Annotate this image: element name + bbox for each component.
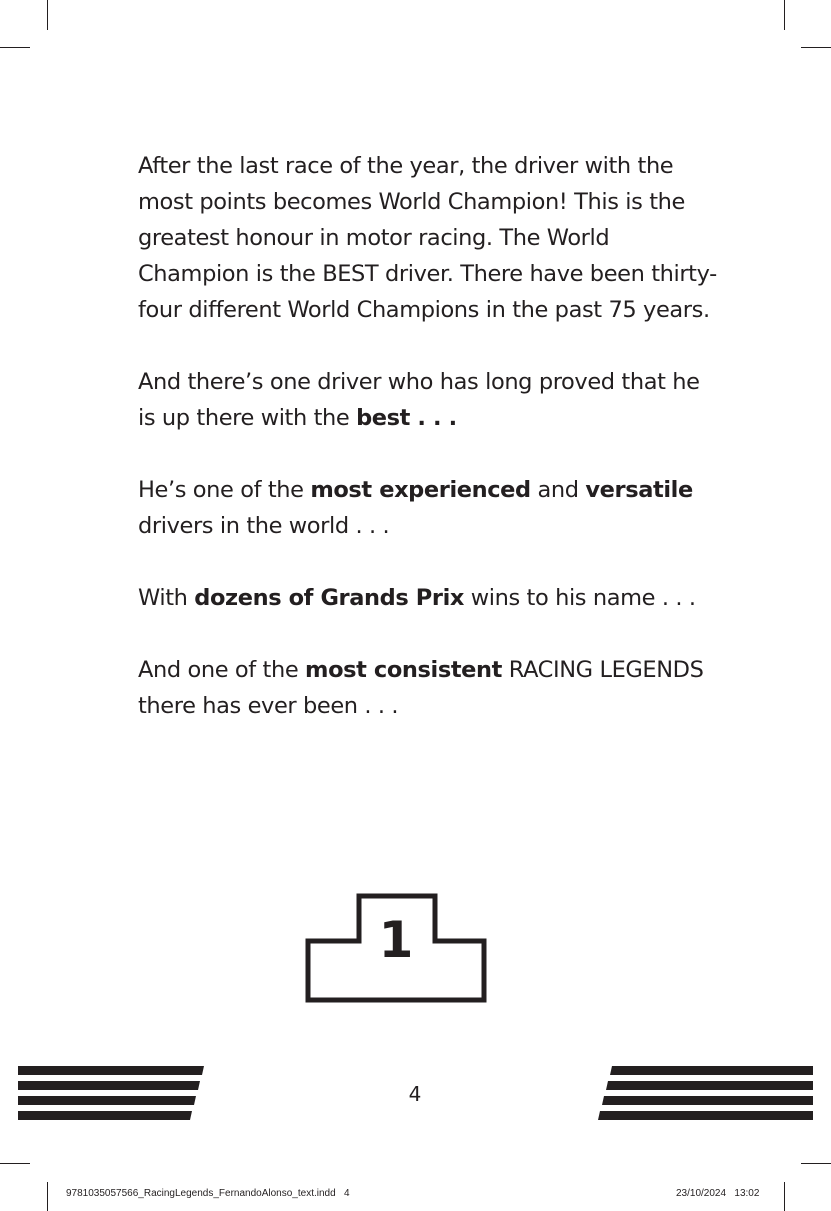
crop-mark-top-right-vertical [784,0,785,30]
paragraph-3-text-start: He’s one of the [138,477,311,503]
paragraph-2-emphasis: best . . . [356,405,457,431]
paragraph-1-text: After the last race of the year, the driver with the most points becomes World Champion! This is the greatest honour in motor racing. The World Champion is the BEST driver. There have been thirty-four different World Champions in the past 75 years. [138,153,717,323]
page-number: 4 [408,1082,422,1106]
speed-stripes-right-icon [597,1064,817,1124]
paragraph-4-text-end: wins to his name . . . [464,585,696,611]
crop-mark-bottom-left-vertical [47,1182,48,1211]
body-text [138,148,718,760]
paragraph-3-emphasis-1: most experienced [310,477,531,503]
paragraph-5-text-end: RACING LEGENDS there has ever been . . . [138,657,704,719]
crop-mark-bottom-left-horizontal [0,1163,30,1164]
crop-mark-bottom-right-horizontal [801,1163,831,1164]
paragraph-4-emphasis: dozens of Grands Prix [194,585,465,611]
crop-mark-top-left-vertical [47,0,48,30]
crop-mark-top-left-horizontal [0,47,30,48]
paragraph-experienced [138,472,718,544]
crop-mark-bottom-right-vertical [784,1182,785,1211]
paragraph-grands-prix [138,580,718,616]
crop-mark-top-right-horizontal [801,47,831,48]
paragraph-3-text-end: drivers in the world . . . [138,513,390,539]
slug-date-time: 23/10/2024 13:02 [676,1188,760,1199]
paragraph-5-text-start: And one of the [138,657,306,683]
paragraph-world-champion [138,148,718,328]
paragraph-4-text-start: With [138,585,195,611]
slug-file-name: 9781035057566_RacingLegends_FernandoAlonso_text.indd 4 [66,1188,350,1199]
paragraph-2-text: And there’s one driver who has long proved that he is up there with the [138,369,700,431]
speed-stripes-left-icon [14,1064,234,1124]
paragraph-3-text-mid: and [530,477,586,503]
paragraph-consistent [138,652,718,724]
paragraph-5-emphasis: most consistent [305,657,503,683]
paragraph-best [138,364,718,436]
podium-number: 1 [378,911,414,969]
paragraph-3-emphasis-2: versatile [585,477,693,503]
